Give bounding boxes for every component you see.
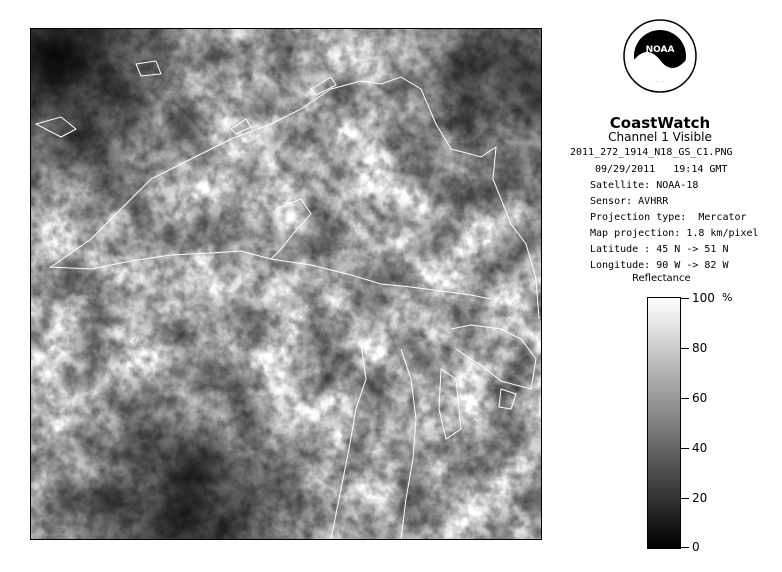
longitude-label: Longitude: 90 W -> 82 W [590,260,729,271]
colorbar-unit: % [722,291,733,304]
logo-center-text: NOAA [645,45,675,55]
filename-label: 2011_272_1914_N18_GS_C1.PNG [570,147,733,158]
projection-type-label: Projection type: Mercator [590,212,747,223]
colorbar-tick [681,448,689,449]
channel-subtitle: Channel 1 Visible [608,130,712,144]
colorbar-tick [681,547,689,548]
colorbar-tick [681,298,689,299]
colorbar-tick [681,398,689,399]
reflectance-colorbar [647,297,681,549]
app-title: CoastWatch [609,114,711,132]
colorbar-tick-label: 60 [692,391,708,405]
satellite-image [30,28,542,540]
colorbar-tick-label: 100 [692,291,715,305]
satellite-label: Satellite: NOAA-18 [590,180,699,191]
datetime-label: 09/29/2011 19:14 GMT [595,164,728,175]
map-projection-label: Map projection: 1.8 km/pixel [590,228,759,239]
colorbar-tick-label: 20 [692,491,708,505]
colorbar-tick [681,348,689,349]
colorbar-title: Reflectance [632,273,691,284]
noaa-logo [622,16,698,112]
sensor-label: Sensor: AVHRR [590,196,669,207]
colorbar-tick-label: 0 [692,540,700,554]
colorbar-tick-label: 80 [692,341,708,355]
colorbar-tick [681,498,689,499]
latitude-label: Latitude : 45 N -> 51 N [590,244,729,255]
colorbar-tick-label: 40 [692,441,708,455]
